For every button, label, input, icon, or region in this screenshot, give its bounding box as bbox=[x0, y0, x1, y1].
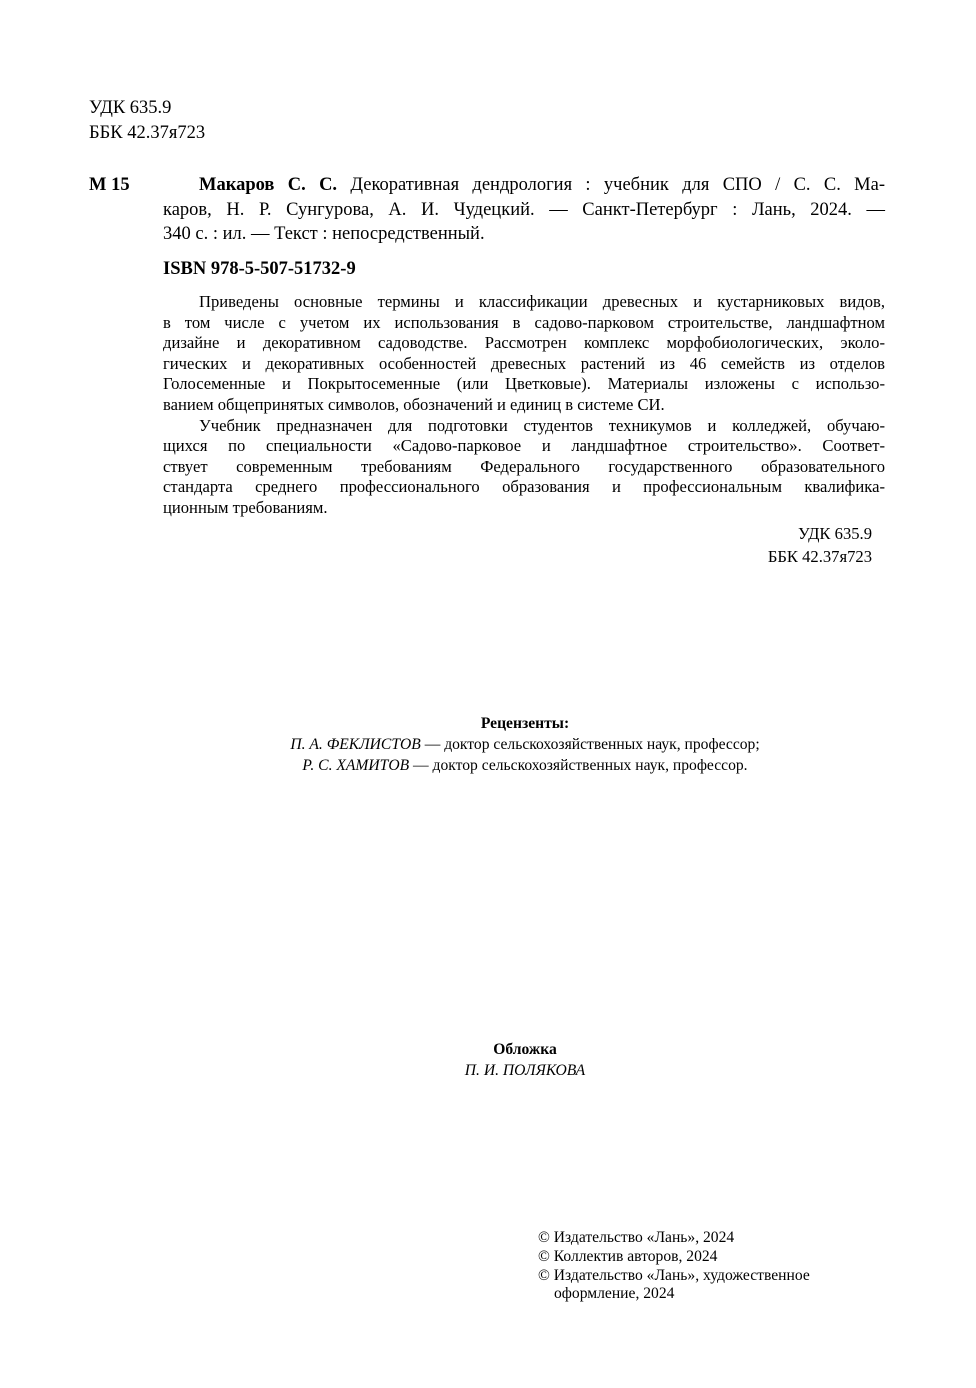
reviewer-description: — доктор сельскохозяйственных наук, профессор; bbox=[420, 735, 760, 753]
abstract-line: стандарта среднего профессионального образования и профессиональным квалифика- bbox=[163, 477, 885, 497]
classification-header bbox=[89, 96, 205, 146]
cover-designer: П. И. ПОЛЯКОВА bbox=[464, 1061, 586, 1079]
reviewers-block bbox=[0, 714, 976, 776]
copyright-line: © Коллектив авторов, 2024 bbox=[538, 1247, 718, 1265]
abstract-line: гических и декоративных особенностей древесных растений из 46 семейств из отделов bbox=[163, 353, 885, 373]
author-mark: М 15 bbox=[89, 175, 130, 195]
bibliographic-record bbox=[163, 173, 885, 247]
udk-code: УДК 635.9 bbox=[89, 98, 172, 118]
abstract-line: в том числе с учетом их использования в садово-парковом строительстве, ландшафтном bbox=[163, 312, 885, 332]
reviewer-name: П. А. ФЕКЛИСТОВ bbox=[290, 735, 421, 753]
abstract-line: дизайне и декоративном садоводстве. Рассмотрен комплекс морфобиологических, эколо- bbox=[163, 333, 885, 353]
biblio-line-1 bbox=[163, 173, 885, 198]
isbn: ISBN 978-5-507-51732-9 bbox=[163, 259, 356, 279]
author-name: Макаров С. С. bbox=[199, 175, 338, 195]
abstract-line: щихся по специальности «Садово-парковое и ландшафтное строительство». Соответ- bbox=[163, 436, 885, 456]
copyright-line: © Издательство «Лань», 2024 bbox=[538, 1229, 735, 1246]
cover-heading: Обложка bbox=[493, 1041, 557, 1058]
abstract-line: ванием общепринятых символов, обозначений и единиц в системе СИ. bbox=[163, 394, 665, 414]
bbk-code: ББК 42.37я723 bbox=[89, 123, 206, 143]
reviewer-description: — доктор сельскохозяйственных наук, профессор. bbox=[409, 756, 748, 774]
abstract-line: Приведены основные термины и классификации древесных и кустарниковых видов, bbox=[199, 292, 885, 311]
biblio-line-2: каров, Н. Р. Сунгурова, А. И. Чудецкий. — Санкт-Петербург : Лань, 2024. — bbox=[163, 199, 885, 220]
abstract-line: Голосеменные и Покрытосеменные (или Цветковые). Материалы изложены с использо- bbox=[163, 374, 885, 394]
abstract-line: ционным требованиям. bbox=[163, 497, 328, 517]
title-text: Декоративная дендрология : учебник для СПО / С. С. Ма- bbox=[337, 175, 885, 195]
biblio-line-3: 340 с. : ил. — Текст : непосредственный. bbox=[163, 224, 485, 244]
reviewers-heading: Рецензенты: bbox=[480, 715, 570, 732]
copyright-line: оформление, 2024 bbox=[554, 1285, 675, 1303]
udk-code: УДК 635.9 bbox=[798, 524, 872, 543]
cover-credit bbox=[0, 1040, 976, 1082]
abstract-line: Учебник предназначен для подготовки студентов техникумов и колледжей, обучаю- bbox=[199, 415, 885, 435]
abstract-line: ствует современным требованиям Федерального государственного образовательного bbox=[163, 456, 885, 476]
classification-footer bbox=[768, 522, 872, 568]
reviewer-name: Р. С. ХАМИТОВ bbox=[302, 756, 410, 774]
reviewer-entry bbox=[0, 756, 976, 777]
bbk-code: ББК 42.37я723 bbox=[767, 547, 872, 566]
reviewer-entry bbox=[0, 735, 976, 756]
abstract bbox=[163, 292, 885, 519]
copyright-line: © Издательство «Лань», художественное bbox=[538, 1266, 810, 1284]
copyright-block bbox=[538, 1229, 810, 1304]
